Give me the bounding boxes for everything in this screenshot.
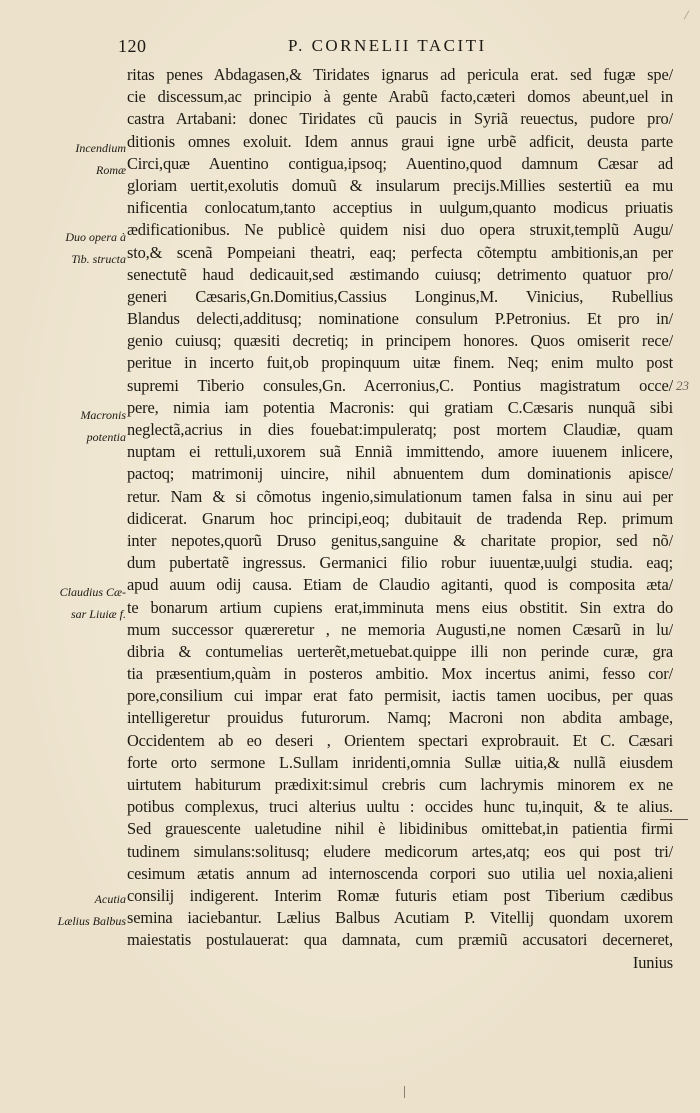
text-line: peritue in incerto fuit,ob propinquum uitæ finem. Neq; enim multo post [127,353,673,373]
text-line: nuptam ei rettuli,uxorem suã Enniã immittendo, amore iuuenem inlicere, [127,442,673,462]
text-line: pactoq; matrimonij uincire, nihil abnuentem dum dominationis apisce/ [127,464,673,484]
text-line: intelligeretur prouidus futurorum. Namq; Macroni non abdita ambage, [127,708,673,728]
text-line: didicerat. Gnarum hoc principi,eoq; dubitauit de tradenda Rep. primum [127,508,673,528]
bottom-mark [404,1086,405,1098]
text-line: consilij indigerent. Interim Romæ futuris etiam post Tiberium cædibus [127,885,673,905]
text-line: Occidentem ab eo deseri , Orientem spectari exprobrauit. Et C. Cæsari [127,730,673,750]
text-line: potibus complexus, truci alterius uultu : occides hunc tu,inquit, & te alius. [127,797,673,817]
text-line: tudinem simulans:solitusq; eludere medicorum artes,atq; eos qui post tri/ [127,841,673,861]
marginal-note-line: Claudius Cæ- [59,585,126,599]
marginal-note-line: Romæ [96,163,126,177]
text-line: ritas penes Abdagasen,& Tiridates ignarus ad pericula erat. sed fugæ spe/ [127,65,673,84]
marginal-note-line: Incendium [75,141,126,155]
marginal-note-acutia [40,888,126,932]
text-line: gloriam uertit,exolutis domuũ & insularum precijs.Millies sestertiũ ea mu [127,175,673,195]
marginal-note-line: Acutia [94,892,126,906]
text-line: supremi Tiberio consules,Gn. Acerronius,C. Pontius magistratum occe/ [127,375,673,395]
text-line: mum successor quæreretur , ne memoria Augusti,ne nomen Cæsarũ in lu/ [127,619,673,639]
text-line: cesimum ætatis annum ad internoscenda corpori suo utilia uel noxia,alieni [127,863,673,883]
text-line: sto,& scenã Pompeiani theatri, eaq; perfecta cõtemptu ambitionis,an per [127,242,673,262]
marginal-note-line: Tib. structa [71,252,126,266]
marginal-note-incendium [40,137,126,181]
marginal-note-line: Macronis [80,408,126,422]
main-text-block [127,64,673,974]
text-line: ditionis omnes exoluit. Idem annus graui igne urbẽ adficit, deusta parte [127,131,673,151]
text-line: maiestatis postulauerat: qua damnata, cum præmiũ accusatori decerneret, [127,930,673,950]
text-line: generi Cæsaris,Gn.Domitius,Cassius Longinus,M. Vinicius, Rubellius [127,286,673,306]
marginal-note-claudius [40,581,126,625]
text-line: neglectã,acrius in dies fouebat:impuleratq; post mortem Claudiæ, quam [127,420,673,439]
running-head: P. CORNELII TACITI [288,36,487,55]
text-line: uirtutem habiturum prædixit:simul crebris cum lachrymis minorem ex ne [127,775,673,794]
text-line: retur. Nam & si cõmotus ingenio,simulationum tamen falsa in sinu aui per [127,486,673,506]
text-line: apud auum odij causa. Etiam de Claudio agitanti, quod is composita æta/ [127,575,673,595]
text-line: Sed grauescente ualetudine nihil è libidinibus omittebat,in patientia firmi [127,819,673,839]
marginal-note-macronis [40,404,126,448]
margin-annotation-number: 23 [676,378,689,393]
page-corner-mark [684,10,690,19]
text-line: te bonarum artium cupiens erat,imminuta mens eius obstitit. Sin extra do [127,597,673,617]
page-number: 120 [118,36,147,56]
text-line: dum pubertatẽ ingressus. Germanici filio robur iuuentæ,uulgi studia. eaq; [127,553,673,573]
text-line: cie discessum,ac principio à gente Arabũ facto,cæteri domos abeunt,uel in [127,87,673,107]
text-line: dibria & contumelias uerterẽt,metuebat.quippe illi non perinde curæ, gra [127,641,673,661]
page-header [118,36,678,60]
text-line: inter nepotes,quorũ Druso genitus,sanguine & charitate propior, sed nõ/ [127,530,673,550]
text-line: forte orto sermone L.Sullam inridenti,omnia Sullæ uitia,& nullã eiusdem [127,752,673,772]
text-line: pore,consilium cui impar erat fato permisit, iactis tamen uocibus, per quas [127,686,673,706]
text-line: senectutẽ haud dedicauit,sed æstimando cuiusq; detrimento quatuor pro/ [127,264,673,284]
text-line: nificentia conlocatum,tanto acceptius in uulgum,quanto modicus priuatis [127,198,673,218]
text-line: genio cuiusq; quæsiti decretiq; in principem honores. Quos omiserit rece/ [127,331,673,351]
text-line: castra Artabani: donec Tiridates cũ paucis in Syriã reuectus, pudore pro/ [127,109,673,129]
marginal-note-duo-opera [40,226,126,270]
text-line: tia præsentium,quàm in posteros ambitio. Mox incertus animi, fesso cor/ [127,664,673,684]
marginal-note-line: potentia [86,430,126,444]
marginal-note-line: sar Liuiæ f. [70,607,126,621]
text-line: semina iaciebantur. Lælius Balbus Acutiam P. Vitellij quondam uxorem [127,908,673,928]
catchword: Iunius [632,952,673,972]
marginal-note-line: Duo opera à [65,230,126,244]
marginal-note-line: Lælius Balbus [57,914,126,928]
text-line: Circi,quæ Auentino contigua,ipsoq; Auentino,quod damnum Cæsar ad [127,153,673,173]
text-line: pere, nimia iam potentia Macronis: qui gratiam C.Cæsaris nunquã sibi [127,397,673,417]
text-line: ædificationibus. Ne publicè quidem nisi duo opera struxit,templũ Augu/ [127,220,673,240]
text-line: Blandus delecti,additusq; nominatione consulum P.Petronius. Et pro in/ [127,309,673,329]
